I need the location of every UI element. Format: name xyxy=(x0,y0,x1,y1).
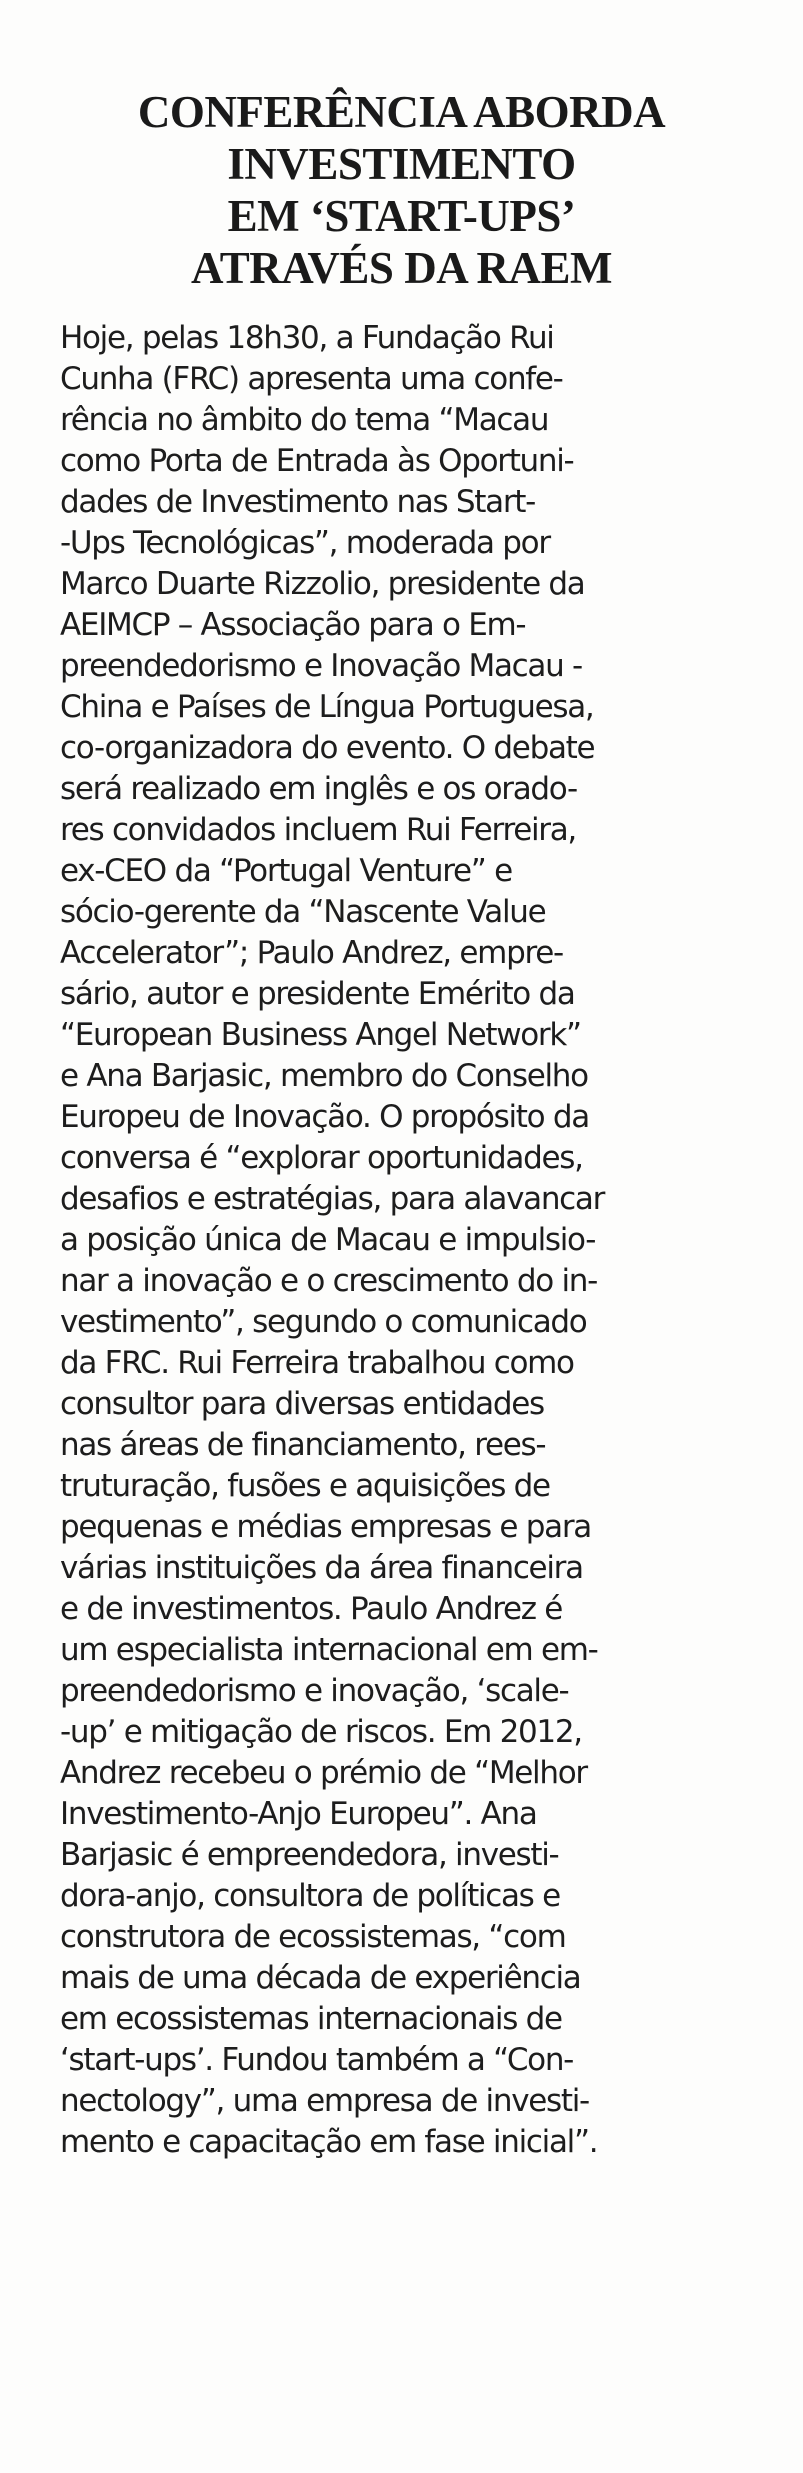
body-line: Europeu de Inovação. O propósito da xyxy=(60,1099,589,1135)
body-line: nectology”, uma empresa de investi- xyxy=(60,2083,589,2119)
body-line: -up’ e mitigação de riscos. Em 2012, xyxy=(60,1714,582,1750)
body-line: Accelerator”; Paulo Andrez, empre- xyxy=(60,935,563,971)
body-line: “European Business Angel Network” xyxy=(60,1017,581,1053)
body-line: ex-CEO da “Portugal Venture” e xyxy=(60,853,512,889)
body-line: mento e capacitação em fase inicial”. xyxy=(60,2124,598,2160)
body-line: AEIMCP – Associação para o Em- xyxy=(60,607,526,643)
body-line: construtora de ecossistemas, “com xyxy=(60,1919,566,1955)
body-line: China e Países de Língua Portuguesa, xyxy=(60,689,594,725)
body-line: vestimento”, segundo o comunicado xyxy=(60,1304,587,1340)
article-headline xyxy=(60,86,743,294)
body-line: preendedorismo e Inovação Macau - xyxy=(60,648,582,684)
headline-line: EM ‘START-UPS’ xyxy=(227,191,576,241)
body-line: co-organizadora do evento. O debate xyxy=(60,730,595,766)
body-line: res convidados incluem Rui Ferreira, xyxy=(60,812,576,848)
headline-line: CONFERÊNCIA ABORDA xyxy=(137,87,666,137)
headline-line: INVESTIMENTO xyxy=(227,139,576,189)
body-line: Barjasic é empreendedora, investi- xyxy=(60,1837,559,1873)
article-body xyxy=(60,318,760,2163)
body-line: em ecossistemas internacionais de xyxy=(60,2001,562,2037)
body-line: da FRC. Rui Ferreira trabalhou como xyxy=(60,1345,574,1381)
body-line: nar a inovação e o crescimento do in- xyxy=(60,1263,597,1299)
body-line: Hoje, pelas 18h30, a Fundação Rui xyxy=(60,320,554,356)
body-line: e Ana Barjasic, membro do Conselho xyxy=(60,1058,588,1094)
body-line: várias instituições da área financeira xyxy=(60,1550,583,1586)
body-line: será realizado em inglês e os orado- xyxy=(60,771,577,807)
body-line: Cunha (FRC) apresenta uma confe- xyxy=(60,361,563,397)
body-line: truturação, fusões e aquisições de xyxy=(60,1468,550,1504)
body-line: dora-anjo, consultora de políticas e xyxy=(60,1878,560,1914)
body-line: rência no âmbito do tema “Macau xyxy=(60,402,549,438)
body-line: consultor para diversas entidades xyxy=(60,1386,544,1422)
body-line: Marco Duarte Rizzolio, presidente da xyxy=(60,566,585,602)
body-line: -Ups Tecnológicas”, moderada por xyxy=(60,525,550,561)
body-line: desafios e estratégias, para alavancar xyxy=(60,1181,605,1217)
body-line: Investimento-Anjo Europeu”. Ana xyxy=(60,1796,537,1832)
body-line: Andrez recebeu o prémio de “Melhor xyxy=(60,1755,587,1791)
body-line: a posição única de Macau e impulsio- xyxy=(60,1222,596,1258)
body-line: sário, autor e presidente Emérito da xyxy=(60,976,575,1012)
body-line: pequenas e médias empresas e para xyxy=(60,1509,591,1545)
body-line: ‘start-ups’. Fundou também a “Con- xyxy=(60,2042,574,2078)
body-line: mais de uma década de experiência xyxy=(60,1960,581,1996)
body-line: um especialista internacional em em- xyxy=(60,1632,598,1668)
body-line: e de investimentos. Paulo Andrez é xyxy=(60,1591,563,1627)
body-line: sócio-gerente da “Nascente Value xyxy=(60,894,546,930)
headline-line: ATRAVÉS DA RAEM xyxy=(191,243,612,293)
body-line: conversa é “explorar oportunidades, xyxy=(60,1140,583,1176)
body-line: nas áreas de financiamento, rees- xyxy=(60,1427,546,1463)
body-line: dades de Investimento nas Start- xyxy=(60,484,536,520)
body-line: como Porta de Entrada às Oportuni- xyxy=(60,443,574,479)
body-line: preendedorismo e inovação, ‘scale- xyxy=(60,1673,569,1709)
